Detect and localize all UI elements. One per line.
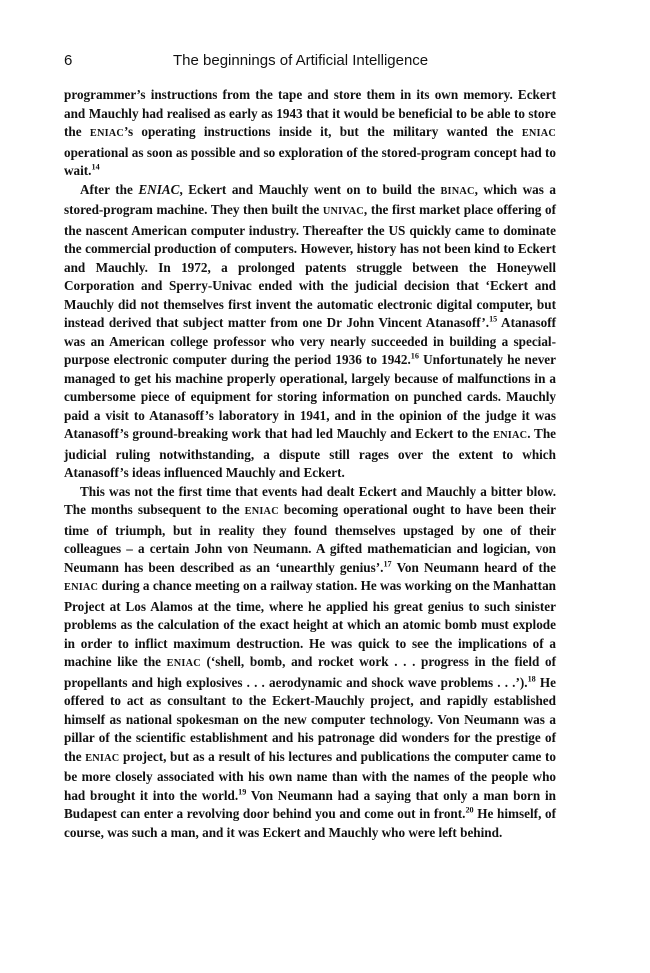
footnote-ref: 19 bbox=[238, 787, 247, 797]
text-run: Von Neumann heard of the bbox=[391, 559, 557, 575]
small-caps-term: UNIVAC bbox=[322, 206, 364, 217]
text-run: operational as soon as possible and so exploration of the stored-program concept had to wait. bbox=[64, 144, 556, 178]
small-caps-term: ENIAC bbox=[64, 582, 99, 593]
running-title: The beginnings of Artificial Intelligence bbox=[173, 52, 429, 69]
text-run: Von Neumann had a saying that only a man born in Budapest can enter a revolving door behind you and come out in front. bbox=[64, 787, 556, 821]
text-run: After the bbox=[80, 181, 139, 197]
book-page bbox=[64, 52, 556, 842]
small-caps-term: BINAC bbox=[440, 185, 475, 197]
text-run: . The judicial ruling notwithstanding, a dispute still rages over the extent to which Atanasoff’s ideas influenced Mauchly and Eckert. bbox=[64, 426, 557, 480]
footnote-ref: 14 bbox=[91, 162, 100, 172]
text-run: (‘shell, bomb, and rocket work . . . progress in the field of propellants and high explosives . . . aerodynamic and shock wave problems . . .’). bbox=[64, 654, 556, 690]
page-number: 6 bbox=[64, 52, 73, 69]
body-text bbox=[64, 86, 556, 842]
paragraph-1 bbox=[64, 86, 556, 181]
text-run: during a chance meeting on a railway station. He was working on the Manhattan Project at Los Alamos at the time, where he applied his great genius to such sinister problems as the calculation of the exact height at which an atomic bomb must explode in order to inflict maximum destruction. He was quick to see the implications of a machine like the bbox=[64, 578, 556, 669]
text-run: , which was a stored-program machine. They then built the bbox=[64, 181, 556, 217]
text-run: programmer’s instructions from the tape and store them in its own memory. Eckert and Mauchly had realised as early as 1943 that it would be beneficial to be able to store the bbox=[64, 87, 556, 139]
small-caps-term: ENIAC bbox=[89, 128, 125, 139]
running-head bbox=[64, 52, 556, 74]
text-run: project, but as a result of his lectures and publications the computer came to be more closely associated with his own name than with the names of the people who had brought it into the world. bbox=[64, 748, 556, 803]
text-run: , Eckert and Mauchly went on to build the bbox=[179, 181, 441, 197]
italic-term: ENIAC bbox=[138, 181, 180, 197]
small-caps-term: ENIAC bbox=[521, 128, 556, 139]
text-run: He offered to act as consultant to the Eckert-Mauchly project, and rapidly established himself as national spokesman on the new computer technology. Von Neumann was a pillar of the scientific establishment and his patronage did wonders for the prestige of the bbox=[64, 674, 556, 764]
footnote-ref: 15 bbox=[489, 314, 498, 324]
paragraph-3 bbox=[64, 483, 556, 843]
small-caps-term: ENIAC bbox=[244, 506, 279, 517]
paragraph-2 bbox=[64, 181, 556, 483]
footnote-ref: 16 bbox=[410, 351, 419, 361]
small-caps-term: ENIAC bbox=[85, 752, 120, 764]
text-run: Unfortunately he never managed to get his machine properly operational, largely because of malfunctions in a cumbersome piece of equipment for storing information on punched cards. Mauchly paid a visit to Atanasoff’s laboratory in 1941, and in the opinion of the judge it was Atanasoff’s ground-breaking work that had led Mauchly and Eckert to the bbox=[64, 352, 556, 441]
text-run: Atanasoff was an American college professor who very nearly succeeded in building a special-purpose electronic computer during the period 1936 to 1942. bbox=[64, 315, 557, 367]
small-caps-term: ENIAC bbox=[166, 658, 201, 669]
text-run: He himself, of course, was such a man, and it was Eckert and Mauchly who were left behind. bbox=[64, 806, 556, 840]
text-run: becoming operational ought to have been their time of triumph, but in reality they found themselves upstaged by one of their colleagues – a certain John von Neumann. A gifted mathematician and logician, von Neumann has been described as an ‘unearthly genius’. bbox=[64, 502, 556, 575]
text-run: This was not the first time that events had dealt Eckert and Mauchly a bitter blow. The months subsequent to the bbox=[64, 483, 556, 517]
footnote-ref: 18 bbox=[527, 674, 536, 684]
footnote-ref: 20 bbox=[465, 805, 474, 815]
text-run: ’s operating instructions inside it, but the military wanted the bbox=[124, 124, 522, 139]
small-caps-term: ENIAC bbox=[493, 430, 528, 441]
text-run: , the first market place offering of the nascent American computer industry. Thereafter the US quickly came to dominate the commercial production of computers. However, history has not been kind to Eckert and Mauchly. In 1972, a prolonged patents struggle between the Honeywell Corporation and Sperry-Univac ended with the judicial decision that ‘Eckert and Mauchly did not themselves first invent the automatic electronic digital computer, but instead derived that subject matter from one Dr John Vincent Atanasoff’. bbox=[64, 202, 556, 330]
footnote-ref: 17 bbox=[383, 559, 392, 569]
